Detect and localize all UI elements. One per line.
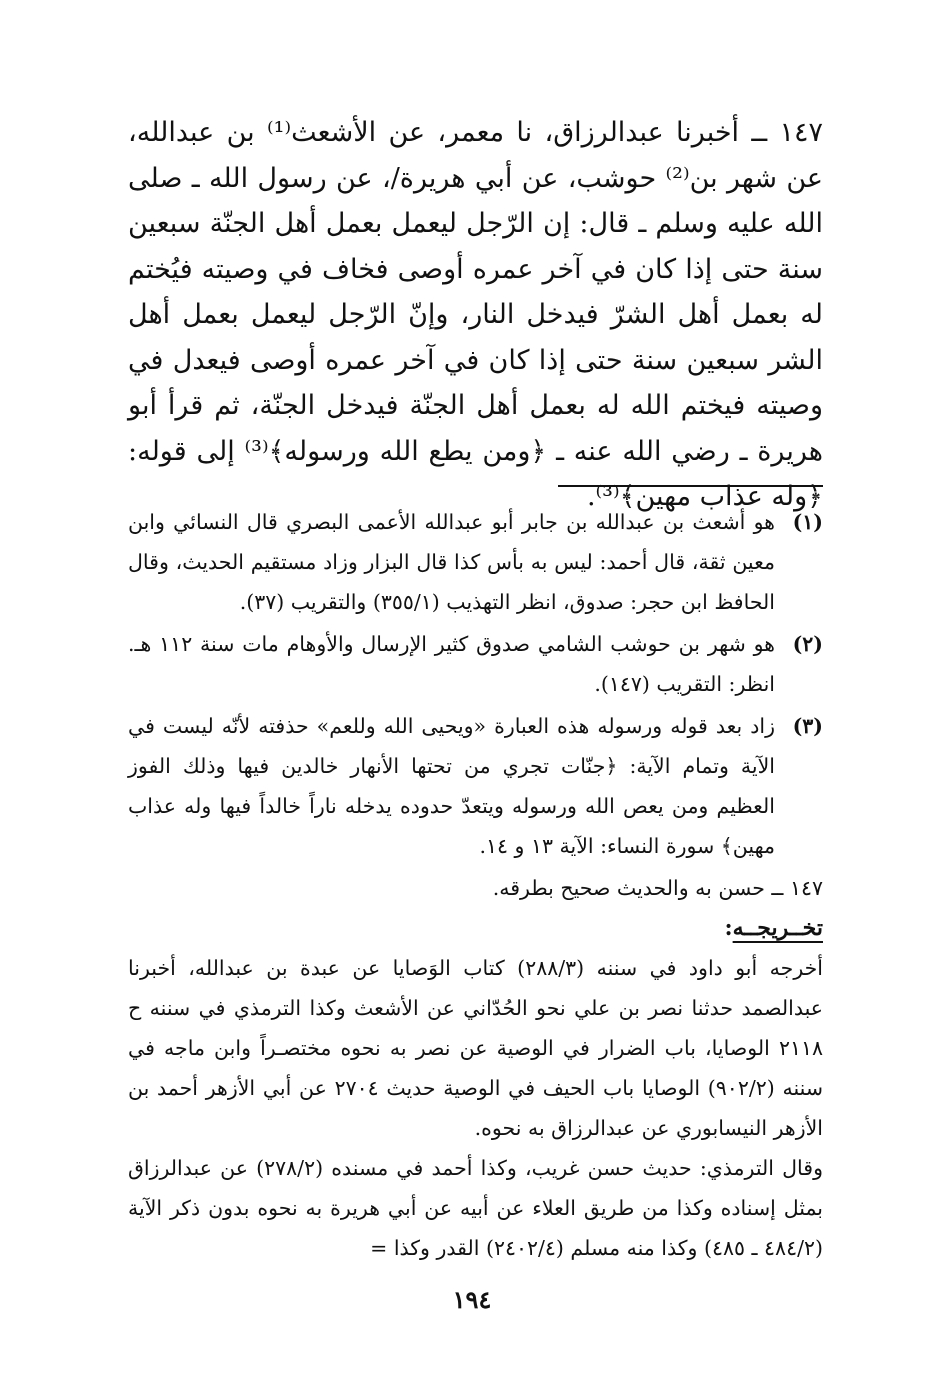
hadith-paragraph: ١٤٧ ــ أخبرنا عبدالرزاق، نا معمر، عن الأشعث⁽¹⁾ بن عبدالله، عن شهر بن⁽²⁾ حوشب، عن أبي هريرة/، عن رسول الله ـ صلى الله عليه وسلم ـ قال: إن الرّجل ليعمل بعمل أهل الجنّة سبعين سنة حتى إذا كان في آخر عمره أوصى فخاف في وصيته فيُختم له بعمل أهل الشرّ فيدخل النار، وإنّ الرّجل ليعمل بعمل أهل الشر سبعين سنة حتى إذا كان في آخر عمره أوصى فيعدل في وصيته فيختم الله له بعمل أهل الجنّة فيدخل الجنّة، ثم قرأ أبو هريرة ـ رضي الله عنه ـ ﴿ومن يطع الله ورسوله﴾⁽³⁾ إلى قوله: ﴿وله عذاب مهين﴾⁽³⁾. xyxy=(128,117,823,512)
footnote-number: (٢) xyxy=(792,632,823,656)
footnote-2 xyxy=(128,624,823,704)
footnote-text: هو شهر بن حوشب الشامي صدوق كثير الإرسال والأوهام مات سنة ١١٢ هـ. انظر: التقريب (١٤٧). xyxy=(128,632,775,696)
takhrij-colon: : xyxy=(724,915,733,941)
footnote-number: (١) xyxy=(792,510,823,534)
takhrij-paragraph-2: وقال الترمذي: حديث حسن غريب، وكذا أحمد في مسنده (٢٧٨/٢) عن عبدالرزاق بمثل إسناده وكذا من طريق العلاء عن أبيه عن أبي هريرة به نحوه بدون ذكر الآية (٤٨٤/٢ ـ ٤٨٥) وكذا منه مسلم (٢٤٠٢/٤) القدر وكذا = xyxy=(128,1156,823,1260)
footnote-1 xyxy=(128,502,823,622)
takhrij-title: تخــريجــه xyxy=(732,915,823,941)
page-number: ١٩٤ xyxy=(452,1285,492,1314)
hadith-text xyxy=(128,110,823,520)
footnote-number: (٣) xyxy=(792,714,823,738)
footnote-text: زاد بعد قوله ورسوله هذه العبارة «ويحيى الله وللعم» حذفته لأنّه ليست في الآية وتمام الآية: ﴿جنّات تجري من تحتها الأنهار خالدين فيها وذلك الفوز العظيم ومن يعص الله ورسوله ويتعدّ حدوده يدخله ناراً خالداً فيها وله عذاب مهين﴾ سورة النساء: الآية ١٣ و ١٤. xyxy=(128,714,775,858)
takhrij-body xyxy=(128,948,823,1268)
takhrij-paragraph-1: أخرجه أبو داود في سننه (٢٨٨/٣) كتاب الوَصايا عن عبدة بن عبدالله، أخبرنا عبدالصمد حدثنا نصر بن علي نحو الحُدّاني عن الأشعث وكذا الترمذي في سننه ح ٢١١٨ الوصايا، باب الضرار في الوصية عن نصر به نحوه مختصـراً وابن ماجه في سننه (٩٠٢/٢) الوصايا باب الحيف في الوصية حديث ٢٧٠٤ عن أبي الأزهر أحمد بن الأزهر النيسابوري عن عبدالرزاق به نحوه. xyxy=(128,956,824,1140)
footnote-text: هو أشعث بن عبدالله بن جابر أبو عبدالله الأعمى البصري قال النسائي وابن معين ثقة، قال أحمد: ليس به بأس كذا قال البزار وزاد مستقيم الحديث، وقال الحافظ ابن حجر: صدوق، انظر التهذيب (٣٥٥/١) والتقريب (٣٧). xyxy=(128,510,775,614)
footnote-3 xyxy=(128,706,823,866)
footnotes-section xyxy=(128,502,823,1268)
hadith-grading: ١٤٧ ــ حسن به والحديث صحيح بطرقه. xyxy=(492,876,823,900)
takhrij-heading xyxy=(128,908,823,948)
footnote-divider xyxy=(558,485,823,487)
